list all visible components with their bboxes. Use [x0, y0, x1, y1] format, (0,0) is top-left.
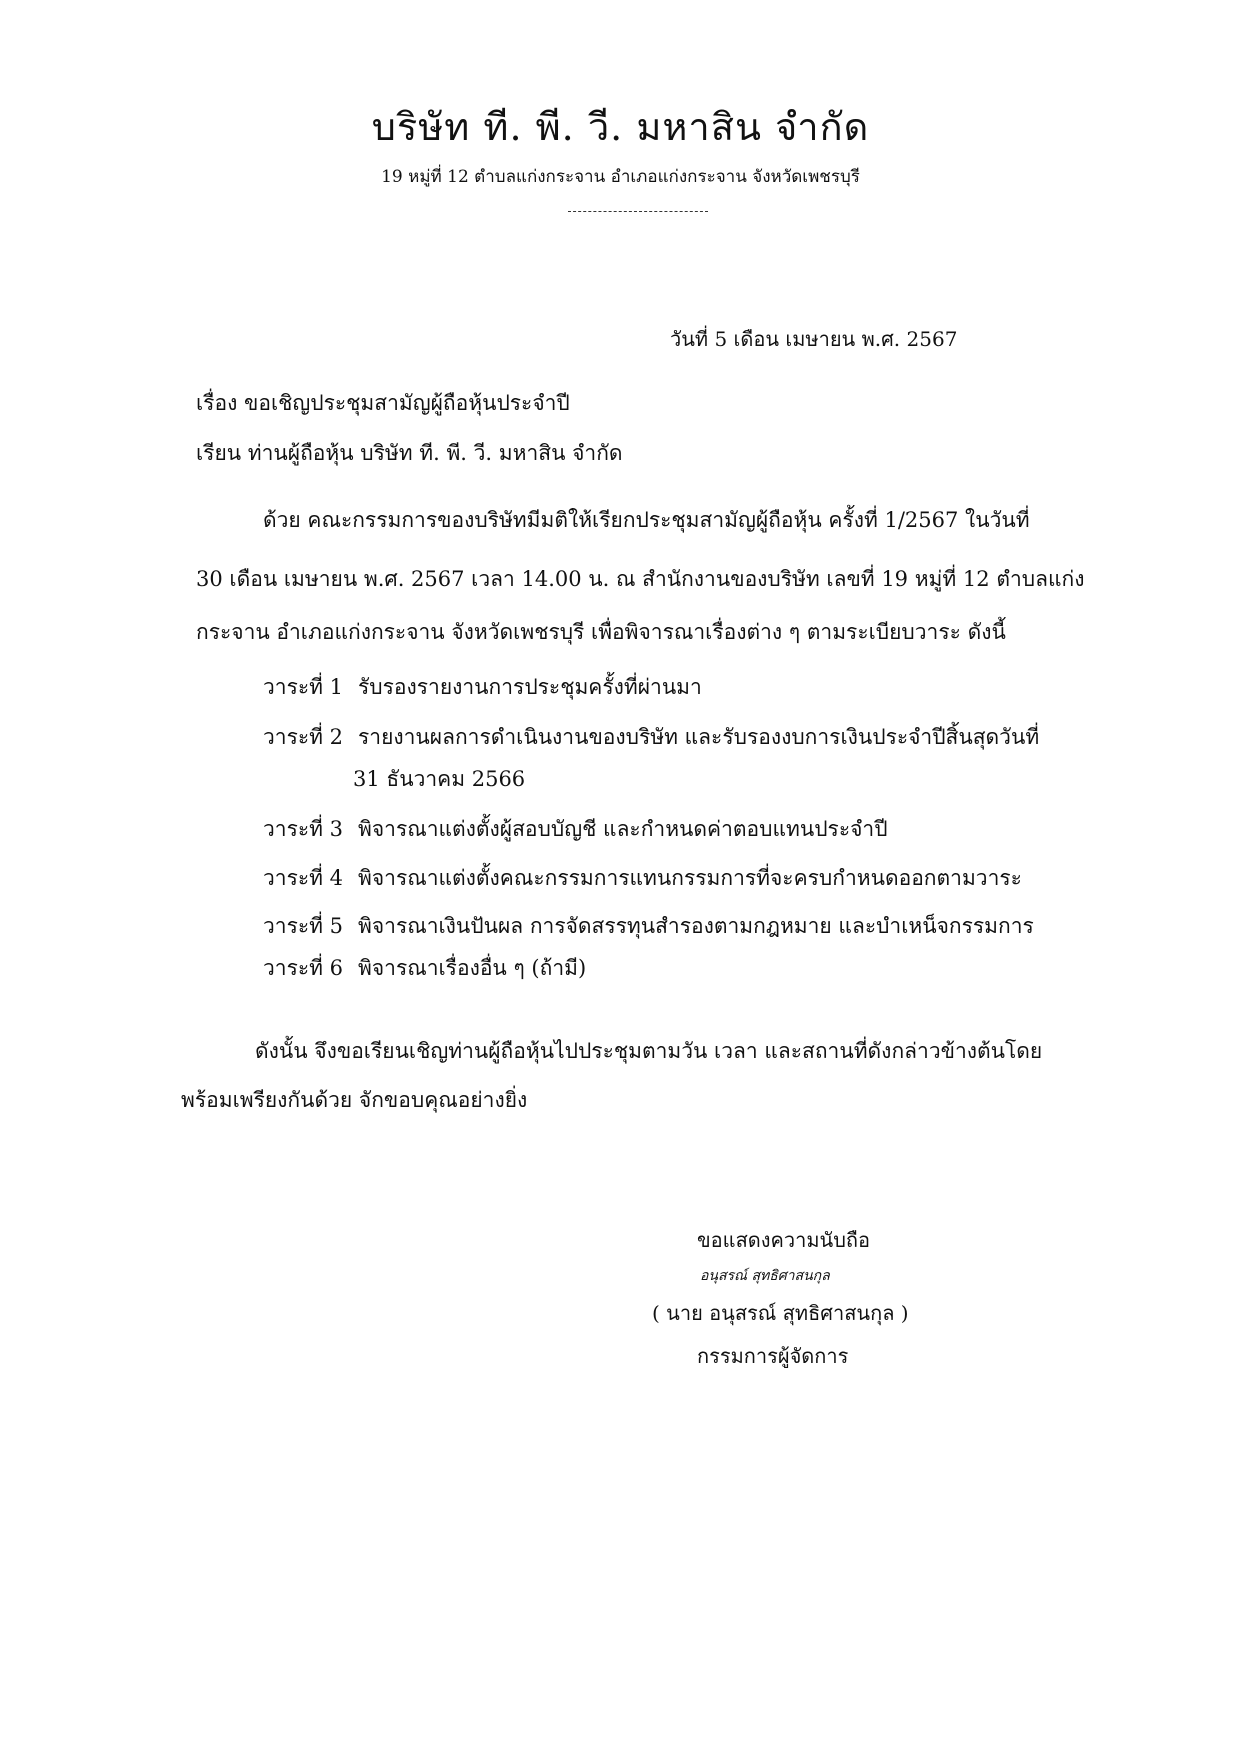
signature: อนุสรณ์ สุทธิศาสนกุล [700, 1268, 830, 1284]
agenda-text: พิจารณาเงินปันผล การจัดสรรทุนสำรองตามกฎหมาย และบำเหน็จกรรมการ [358, 914, 1034, 938]
agenda-text-continuation: 31 ธันวาคม 2566 [353, 767, 526, 791]
company-address: 19 หมู่ที่ 12 ตำบลแก่งกระจาน อำเภอแก่งกระจาน จังหวัดเพชรบุรี [381, 167, 860, 187]
signer-name: ( นาย อนุสรณ์ สุทธิศาสนกุล ) [652, 1301, 909, 1325]
letter-subject: เรื่อง ขอเชิญประชุมสามัญผู้ถือหุ้นประจำปี [196, 391, 570, 415]
agenda-number: วาระที่ 6 [263, 956, 344, 980]
agenda-number: วาระที่ 2 [263, 725, 344, 749]
agenda-item [263, 721, 1039, 754]
agenda-text: พิจารณาแต่งตั้งคณะกรรมการแทนกรรมการที่จะครบกำหนดออกตามวาระ [358, 866, 1022, 890]
agenda-number: วาระที่ 4 [263, 866, 344, 890]
paragraph-line: 30 เดือน เมษายน พ.ศ. 2567 เวลา 14.00 น. ณ สำนักงานของบริษัท เลขที่ 19 หมู่ที่ 12 ตำบลแก่ง [196, 567, 1085, 591]
agenda-number: วาระที่ 1 [263, 675, 344, 699]
agenda-text: รับรองรายงานการประชุมครั้งที่ผ่านมา [358, 675, 702, 699]
agenda-item [263, 813, 888, 846]
closing-salutation: ขอแสดงความนับถือ [697, 1228, 871, 1252]
agenda-item [263, 952, 586, 985]
paragraph-line: ดังนั้น จึงขอเรียนเชิญท่านผู้ถือหุ้นไปประชุมตามวัน เวลา และสถานที่ดังกล่าวข้างต้นโดย [255, 1039, 1043, 1063]
letter-date: วันที่ 5 เดือน เมษายน พ.ศ. 2567 [670, 327, 958, 351]
agenda-text: พิจารณาแต่งตั้งผู้สอบบัญชี และกำหนดค่าตอบแทนประจำปี [358, 817, 888, 841]
agenda-item [263, 910, 1034, 943]
agenda-item [263, 862, 1022, 895]
agenda-text: พิจารณาเรื่องอื่น ๆ (ถ้ามี) [358, 956, 587, 980]
agenda-number: วาระที่ 3 [263, 817, 344, 841]
header-divider [568, 211, 708, 212]
paragraph-line: กระจาน อำเภอแก่งกระจาน จังหวัดเพชรบุรี เพื่อพิจารณาเรื่องต่าง ๆ ตามระเบียบวาระ ดังนี้ [196, 620, 1006, 644]
letter-recipient: เรียน ท่านผู้ถือหุ้น บริษัท ที. พี. วี. มหาสิน จำกัด [196, 441, 623, 465]
paragraph-line: ด้วย คณะกรรมการของบริษัทมีมติให้เรียกประชุมสามัญผู้ถือหุ้น ครั้งที่ 1/2567 ในวันที่ [263, 508, 1030, 532]
signer-title: กรรมการผู้จัดการ [697, 1344, 849, 1368]
agenda-item [263, 671, 702, 704]
agenda-text: รายงานผลการดำเนินงานของบริษัท และรับรองงบการเงินประจำปีสิ้นสุดวันที่ [358, 725, 1040, 749]
paragraph-line: พร้อมเพรียงกันด้วย จักขอบคุณอย่างยิ่ง [181, 1088, 528, 1112]
agenda-number: วาระที่ 5 [263, 914, 344, 938]
company-name: บริษัท ที. พี. วี. มหาสิน จำกัด [371, 105, 870, 149]
